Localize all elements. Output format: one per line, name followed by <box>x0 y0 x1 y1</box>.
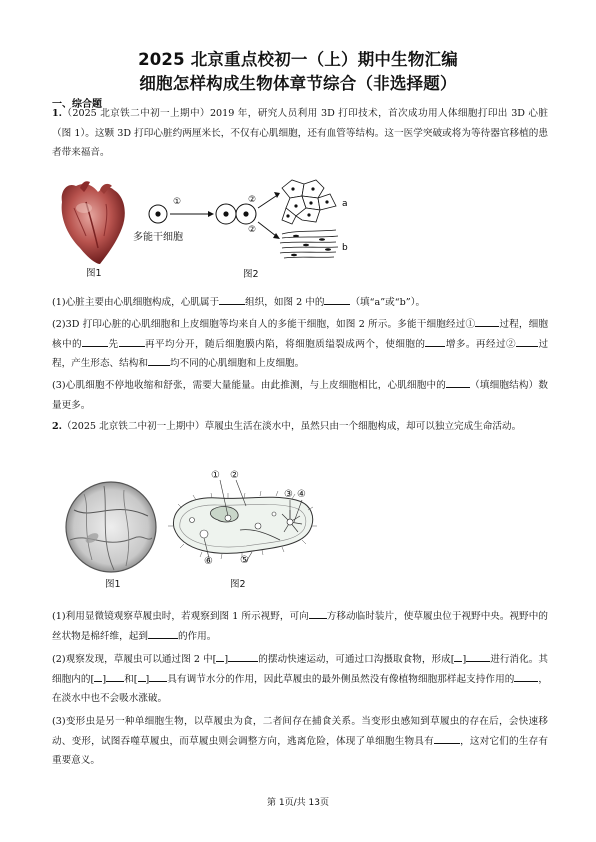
q1-sub1-part-c: （填“a”或“b”）。 <box>350 297 426 308</box>
microscope-field-image <box>64 480 158 574</box>
q2-mark-5: ⑤ <box>240 555 249 566</box>
q2-intro <box>52 417 548 437</box>
q1-fig2-caption: 图2 <box>243 269 259 280</box>
answer-blank[interactable] <box>228 651 258 662</box>
q1-stem-cell-label: 多能干细胞 <box>133 232 183 243</box>
q2-sub2-part-h: ] <box>145 673 150 685</box>
answer-blank[interactable] <box>148 628 178 639</box>
q2-mark-6: ⑥ <box>204 556 213 567</box>
q2-mark-2: ② <box>230 470 239 481</box>
q2-sub1 <box>52 607 548 646</box>
answer-blank[interactable] <box>514 671 538 682</box>
q1-sub3 <box>52 376 548 415</box>
q2-fig1-caption: 图1 <box>105 579 121 590</box>
answer-blank[interactable] <box>466 651 490 662</box>
answer-blank[interactable] <box>516 336 538 347</box>
q2-sub2-part-e: 进行消化。其细胞内的[ <box>52 654 548 685</box>
q1-sub2-part-b: 过程，细胞核中的 <box>52 319 549 350</box>
q1-intro <box>52 104 548 163</box>
page-subtitle: 细胞怎样构成生物体章节综合（非选择题） <box>139 74 457 93</box>
q1-sub2-part-c: 先 <box>108 338 119 350</box>
q1-sub1 <box>52 293 548 313</box>
q2-sub2-part-g: 和[ <box>124 673 138 685</box>
cell-differentiation-diagram <box>146 176 356 268</box>
q2-sub2-part-b: ] <box>224 654 229 665</box>
answer-blank[interactable] <box>425 336 445 347</box>
q1-sub1-part-a: (1)心脏主要由心肌细胞构成，心肌属于 <box>52 297 220 308</box>
answer-blank[interactable] <box>82 336 108 347</box>
q2-sub3 <box>52 712 548 771</box>
q2-sub2-part-d: ] <box>462 654 467 665</box>
q1-fig1-caption: 图1 <box>86 268 102 279</box>
q1-step2a-label: ② <box>248 195 257 205</box>
answer-blank[interactable] <box>475 316 499 327</box>
q1-step2b-label: ② <box>248 225 257 235</box>
q1-sub2-part-f: 过程，产生形态、结构和 <box>52 338 549 369</box>
answer-blank[interactable] <box>446 377 470 388</box>
q1-sub2 <box>52 315 548 374</box>
q2-source: （2025 北京铁二中初一上期中） <box>62 421 205 432</box>
q2-sub1-part-b: 方移动临时装片，使草履虫位于视野中央。视野中的丝状物是棉纤维，起到 <box>52 611 549 642</box>
answer-blank[interactable] <box>434 733 460 744</box>
q2-sub2-part-c: 的摆动快速运动，可通过口沟摄取食物，形成[ <box>258 654 455 665</box>
q1-label-a: a <box>342 199 348 209</box>
q2-sub1-part-a: (1)利用显微镜观察草履虫时，若观察到图 1 所示视野，可向 <box>52 611 309 622</box>
q1-sub2-part-d: 再平均分开，随后细胞膜内陷，将细胞质缢裂成两个，使细胞的 <box>144 338 426 350</box>
q1-sub2-part-g: 均不同的心肌细胞和上皮细胞。 <box>169 358 305 369</box>
q2-sub2 <box>52 650 548 709</box>
q2-sub2-part-f: ] <box>102 673 107 685</box>
q2-sub2-part-a: (2)观察发现，草履虫可以通过图 2 中[ <box>52 654 217 665</box>
answer-blank[interactable] <box>106 671 124 682</box>
answer-blank[interactable] <box>119 336 145 347</box>
q2-sub3-part-a: (3)变形虫是另一种单细胞生物，以草履虫为食，二者间存在捕食关系。当变形虫感知到草履虫的存在后，会快速移动、变形，试图吞噬草履虫，而草履虫则会调整方向，逃离危险，体现了单细胞生物具有 <box>52 716 548 747</box>
q1-sub2-part-e: 增多。再经过② <box>445 338 517 350</box>
q1-sub2-part-a: (2)3D 打印心脏的心肌细胞和上皮细胞等均来自人的多能干细胞，如图 2 所示。多能干细胞经过① <box>52 319 476 330</box>
answer-blank[interactable] <box>138 671 146 682</box>
heart-image <box>56 178 128 266</box>
answer-blank[interactable] <box>149 671 167 682</box>
q1-sub3-part-b: （填细胞结构）数量更多。 <box>52 380 548 411</box>
q2-fig2-caption: 图2 <box>230 579 246 590</box>
section-heading: 一、综合题 <box>52 99 102 110</box>
answer-blank[interactable] <box>148 355 170 366</box>
answer-blank[interactable] <box>219 294 245 305</box>
page-title: 2025 北京重点校初一（上）期中生物汇编 <box>138 50 458 69</box>
answer-blank[interactable] <box>324 294 350 305</box>
q1-source: （2025 北京铁二中初一上期中） <box>62 108 210 119</box>
q1-number: 1. <box>52 108 63 119</box>
q2-sub3-part-b: ，这对它们的生存有重要意义。 <box>52 735 549 766</box>
q2-mark-4: ④ <box>297 489 306 500</box>
q1-sub1-part-b: 组织，如图 2 中的 <box>245 297 325 308</box>
answer-blank[interactable] <box>309 608 327 619</box>
q2-sub2-part-i: 具有调节水分的作用，因此草履虫的最外侧虽然没有像植物细胞那样起支持作用的 <box>167 673 515 685</box>
page-footer: 第 1页/共 13页 <box>267 798 329 808</box>
q2-intro-text: 草履虫生活在淡水中，虽然只由一个细胞构成，却可以独立完成生命活动。 <box>204 421 522 432</box>
q1-step1-label: ① <box>173 197 182 207</box>
q1-sub3-part-a: (3)心肌细胞不停地收缩和舒张，需要大量能量。由此推测，与上皮细胞相比，心肌细胞中的 <box>52 380 446 391</box>
q2-sub2-part-j: ，在淡水中也不会吸水涨破。 <box>52 673 548 704</box>
q2-sub1-part-c: 的作用。 <box>177 630 217 642</box>
q2-mark-3: ③ <box>284 489 293 500</box>
q2-number: 2. <box>52 421 63 432</box>
q1-intro-text: 2019 年，研究人员利用 3D 打印技术，首次成功用人体细胞打印出 3D 心脏（图 1）。这颗 3D 打印心脏约两厘米长，不仅有心肌细胞，还有血管等结构。这一医学突破或将为等待器官移植的患者带来福音。 <box>52 108 548 158</box>
q1-label-b: b <box>342 243 348 253</box>
q2-mark-1: ① <box>211 470 220 481</box>
